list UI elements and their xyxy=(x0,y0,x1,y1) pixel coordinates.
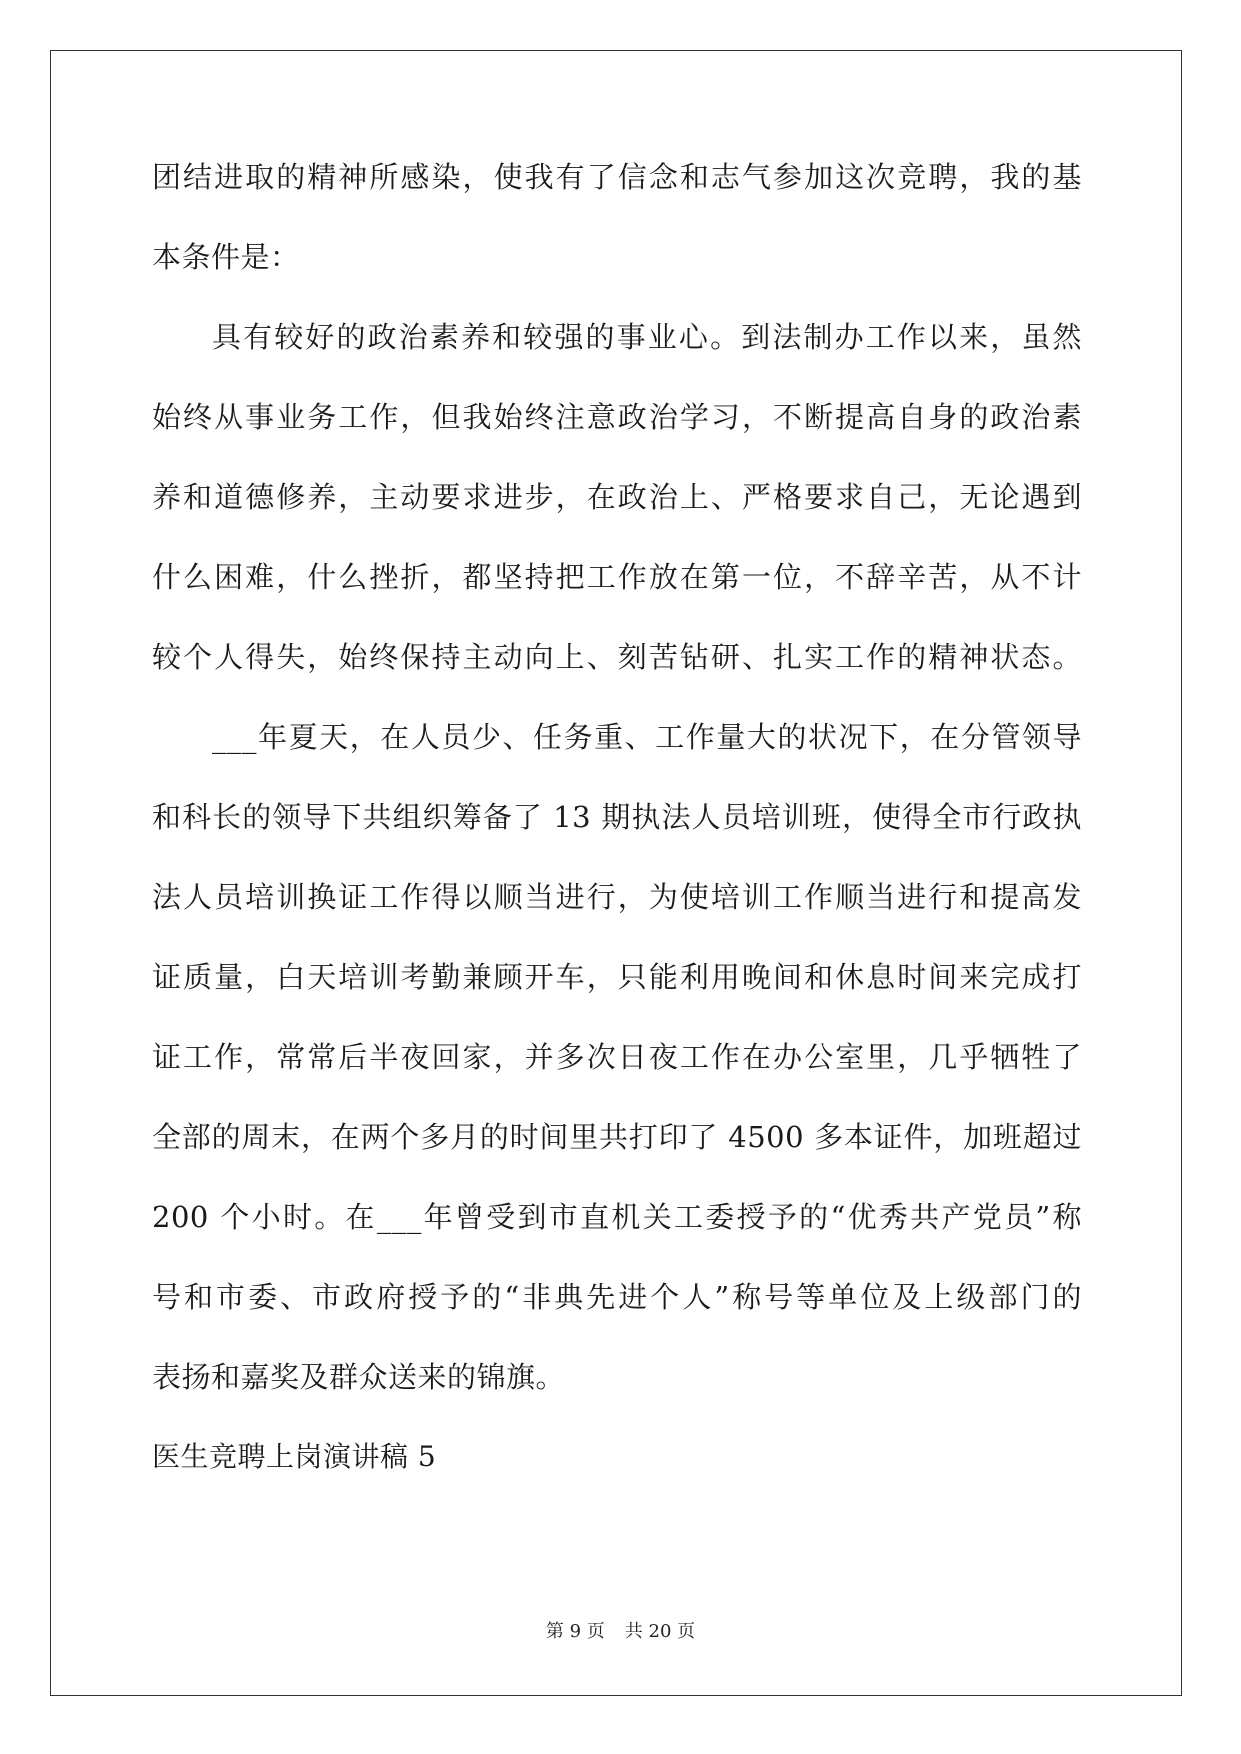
text-line: 证质量，白天培训考勤兼顾开车，只能利用晚间和休息时间来完成打 xyxy=(152,960,1082,994)
text-line: 法人员培训换证工作得以顺当进行，为使培训工作顺当进行和提高发 xyxy=(152,880,1082,914)
text-line: 团结进取的精神所感染，使我有了信念和志气参加这次竞聘，我的基 xyxy=(152,160,1082,194)
text-line: 什么困难，什么挫折，都坚持把工作放在第一位，不辞辛苦，从不计 xyxy=(152,560,1082,594)
paragraph-start-line: ___年夏天，在人员少、任务重、工作量大的状况下，在分管领导 xyxy=(212,720,1082,754)
text-line: 表扬和嘉奖及群众送来的锦旗。 xyxy=(152,1360,566,1394)
document-body xyxy=(152,160,1082,1520)
text-line: 始终从事业务工作，但我始终注意政治学习，不断提高自身的政治素 xyxy=(152,400,1082,434)
text-line: 养和道德修养，主动要求进步，在政治上、严格要求自己，无论遇到 xyxy=(152,480,1082,514)
text-line: 号和市委、市政府授予的“非典先进个人”称号等单位及上级部门的 xyxy=(152,1280,1082,1314)
text-line: 证工作，常常后半夜回家，并多次日夜工作在办公室里，几乎牺牲了 xyxy=(152,1040,1082,1074)
page-footer xyxy=(0,1617,1241,1643)
page-total: 共 20 页 xyxy=(624,1621,696,1642)
paragraph-start-line: 具有较好的政治素养和较强的事业心。到法制办工作以来，虽然 xyxy=(212,320,1082,354)
text-line: 200 个小时。在___年曾受到市直机关工委授予的“优秀共产党员”称 xyxy=(152,1200,1082,1234)
section-heading: 医生竞聘上岗演讲稿 5 xyxy=(152,1440,437,1473)
text-line: 较个人得失，始终保持主动向上、刻苦钻研、扎实工作的精神状态。 xyxy=(152,640,1082,674)
text-line: 本条件是： xyxy=(152,240,300,274)
page-number: 第 9 页 xyxy=(545,1621,605,1642)
text-line: 全部的周末，在两个多月的时间里共打印了 4500 多本证件，加班超过 xyxy=(152,1120,1082,1154)
text-line: 和科长的领导下共组织筹备了 13 期执法人员培训班，使得全市行政执 xyxy=(152,800,1082,834)
